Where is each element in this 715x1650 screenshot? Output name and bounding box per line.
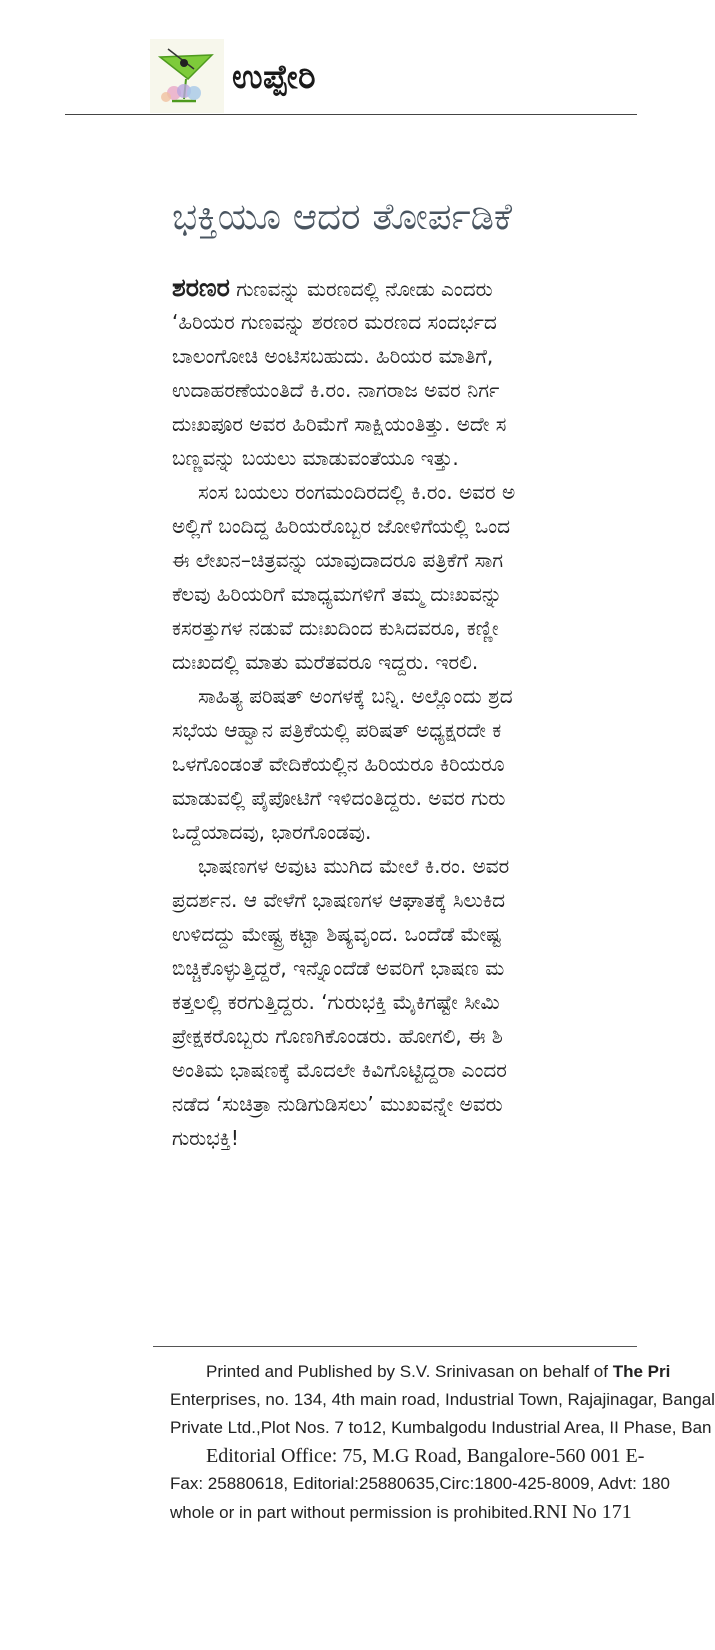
article-line: ಉದಾಹರಣೆಯಂತಿದೆ ಕಿ.ರಂ. ನಾಗರಾಜ ಅವರ ನಿರ್ಗ (172, 378, 500, 403)
article-line: ಕಸರತ್ತುಗಳ ನಡುವೆ ದುಃಖದಿಂದ ಕುಸಿದವರೂ, ಕಣ್ಣೀ (172, 616, 499, 641)
article-line: ಒದ್ದೆಯಾದವು, ಭಾರಗೊಂಡವು. (172, 820, 372, 845)
article-line: ಸಂಸ ಬಯಲು ರಂಗಮಂದಿರದಲ್ಲಿ ಕಿ.ರಂ. ಅವರ ಅ (198, 480, 516, 505)
article-line: ಅಂತಿಮ ಭಾಷಣಕ್ಕೆ ಮೊದಲೇ ಕಿವಿಗೊಟ್ಟಿದ್ದರಾ ಎಂದರ (172, 1058, 507, 1083)
article-line: ಒಳಗೊಂಡಂತೆ ವೇದಿಕೆಯಲ್ಲಿನ ಹಿರಿಯರೂ ಕಿರಿಯರೂ (172, 752, 505, 777)
article-line: ಬಿಚ್ಚಿಕೊಳ್ಳುತ್ತಿದ್ದರೆ, ಇನ್ನೊಂದೆಡೆ ಅವರಿಗೆ ಭಾಷಣ ಮ (172, 956, 505, 981)
section-header (150, 40, 316, 112)
article-line: ಈ ಲೇಖನ–ಚಿತ್ರವನ್ನು ಯಾವುದಾದರೂ ಪತ್ರಿಕೆಗೆ ಸಾಗ (172, 548, 504, 573)
article-line: ‘ಹಿರಿಯರ ಗುಣವನ್ನು ಶರಣರ ಮರಣದ ಸಂದರ್ಭದ (172, 310, 497, 335)
article-body (172, 271, 637, 1155)
cocktail-glass-icon (150, 39, 224, 113)
article-line: ಶರಣರ ಗುಣವನ್ನು ಮರಣದಲ್ಲಿ ನೋಡು ಎಂದರು (172, 273, 493, 303)
article-line: ನಡೆದ ‘ಸುಚಿತ್ರಾ ನುಡಿಗುಡಿಸಲು’ ಮುಖವನ್ನೇ ಅವರು (172, 1092, 503, 1117)
article-line: ಪ್ರೇಕ್ಷಕರೊಬ್ಬರು ಗೊಣಗಿಕೊಂಡರು. ಹೋಗಲಿ, ಈ ಶಿ (172, 1024, 503, 1049)
header-divider (65, 114, 637, 115)
article-line: ಸಾಹಿತ್ಯ ಪರಿಷತ್ ಅಂಗಳಕ್ಕೆ ಬನ್ನಿ. ಅಲ್ಲೊಂದು ಶ್ರದ (198, 684, 513, 709)
imprint-line: Enterprises, no. 134, 4th main road, Industrial Town, Rajajinagar, Bangal (170, 1390, 715, 1409)
article-line: ಕೆಲವು ಹಿರಿಯರಿಗೆ ಮಾಧ್ಯಮಗಳಿಗೆ ತಮ್ಮ ದುಃಖವನ್ನು (172, 582, 503, 607)
footer-divider (153, 1346, 637, 1347)
article-line: ಉಳಿದದ್ದು ಮೇಷ್ಟ್ರ ಕಟ್ಟಾ ಶಿಷ್ಯವೃಂದ. ಒಂದೆಡೆ ಮೇಷ್ಟ (172, 922, 502, 947)
imprint-line: Fax: 25880618, Editorial:25880635,Circ:1800-425-8009, Advt: 180 (170, 1474, 670, 1493)
article-line: ಮಾಡುವಲ್ಲಿ ಪೈಪೋಟಿಗೆ ಇಳಿದಂತಿದ್ದರು. ಅವರ ಗುರು (172, 786, 506, 811)
imprint-footer (170, 1358, 715, 1526)
article-line: ಪ್ರದರ್ಶನ. ಆ ವೇಳೆಗೆ ಭಾಷಣಗಳ ಆಘಾತಕ್ಕೆ ಸಿಲುಕಿದ (172, 888, 506, 913)
article (172, 195, 637, 1155)
editorial-office-line: Editorial Office: 75, M.G Road, Bangalore-560 001 E- (206, 1445, 645, 1467)
article-line: ಬಾಲಂಗೋಚಿ ಅಂಟಿಸಬಹುದು. ಹಿರಿಯರ ಮಾತಿಗೆ, (172, 344, 494, 369)
article-line: ದುಃಖಪೂರ ಅವರ ಹಿರಿಮೆಗೆ ಸಾಕ್ಷಿಯಂತಿತ್ತು. ಅದೇ ಸ (172, 412, 507, 437)
imprint-line: whole or in part without permission is prohibited.RNI No 171 (170, 1501, 632, 1523)
section-title: ಉಪ್ಪೇರಿ (232, 56, 316, 96)
imprint-line: Printed and Published by S.V. Srinivasan on behalf of The Pri (206, 1362, 671, 1381)
article-line: ದುಃಖದಲ್ಲಿ ಮಾತು ಮರೆತವರೂ ಇದ್ದರು. ಇರಲಿ. (172, 650, 479, 675)
article-line: ಕತ್ತಲಲ್ಲಿ ಕರಗುತ್ತಿದ್ದರು. ‘ಗುರುಭಕ್ತಿ ಮೈಕಿಗಷ್ಟೇ ಸೀಮಿ (172, 990, 500, 1015)
article-line: ಬಣ್ಣವನ್ನು ಬಯಲು ಮಾಡುವಂತೆಯೂ ಇತ್ತು. (172, 446, 459, 471)
article-line: ಗುರುಭಕ್ತಿ! (172, 1126, 239, 1151)
article-headline: ಭಕ್ತಿಯೂ ಆದರ ತೋರ್ಪಡಿಕೆ (172, 195, 513, 238)
imprint-line: Private Ltd.,Plot Nos. 7 to12, Kumbalgodu Industrial Area, II Phase, Ban (170, 1418, 712, 1437)
lead-word: ಶರಣರ (172, 273, 230, 303)
article-line: ಭಾಷಣಗಳ ಅವುಟ ಮುಗಿದ ಮೇಲೆ ಕಿ.ರಂ. ಅವರ (198, 854, 510, 879)
article-line: ಸಭೆಯ ಆಹ್ವಾನ ಪತ್ರಿಕೆಯಲ್ಲಿ ಪರಿಷತ್ ಅಧ್ಯಕ್ಷರದೇ ಕ (172, 718, 502, 743)
article-line: ಅಲ್ಲಿಗೆ ಬಂದಿದ್ದ ಹಿರಿಯರೊಬ್ಬರ ಜೋಳಿಗೆಯಲ್ಲಿ ಒಂದ (172, 514, 511, 539)
